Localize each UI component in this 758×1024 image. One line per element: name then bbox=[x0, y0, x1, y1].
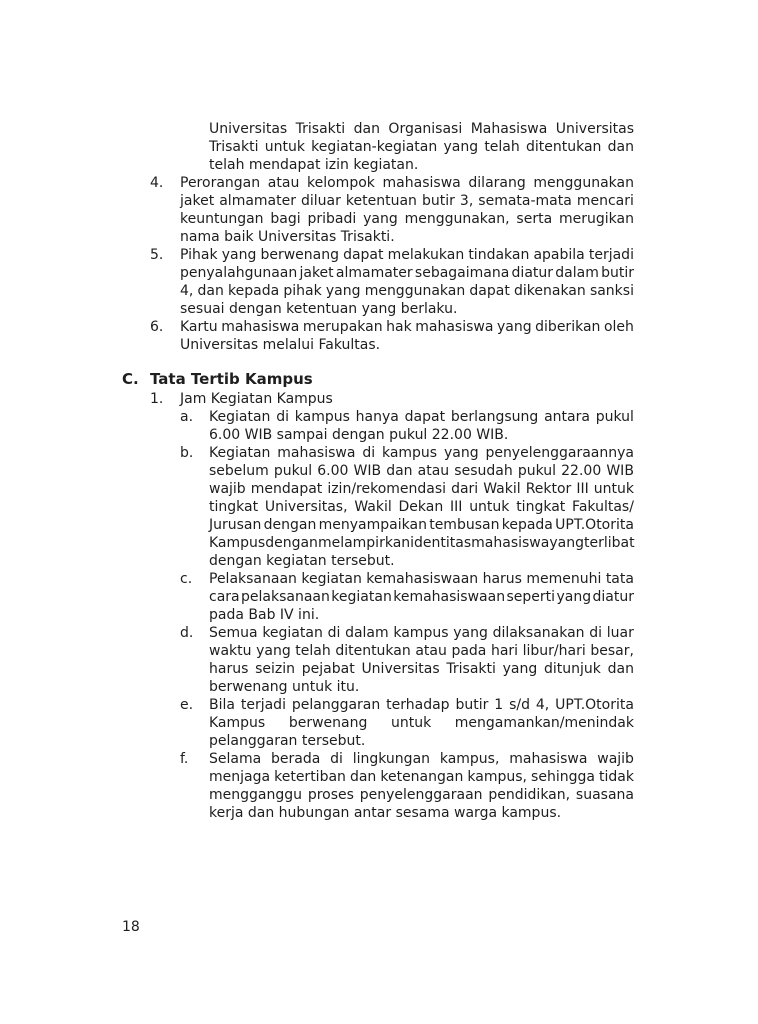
list-item-line: penyalahgunaan jaket almamater sebagaimana diatur dalam butir bbox=[180, 265, 634, 281]
list-item-line: Kampus berwenang untuk mengamankan/menindak bbox=[209, 715, 634, 731]
list-number: 5. bbox=[150, 247, 164, 263]
list-letter: c. bbox=[180, 571, 193, 587]
list-item-line: Jurusan dengan menyampaikan tembusan kepada UPT.Otorita bbox=[209, 517, 634, 533]
list-item-line: dengan kegiatan tersebut. bbox=[209, 553, 395, 569]
list-item-line: berwenang untuk itu. bbox=[209, 679, 360, 695]
list-item-line: Kegiatan mahasiswa di kampus yang penyelenggaraannya bbox=[209, 445, 634, 461]
section-letter: C. bbox=[122, 370, 139, 388]
list-item-line: Universitas melalui Fakultas. bbox=[180, 337, 381, 353]
list-item-line: menjaga ketertiban dan ketenangan kampus, sehingga tidak bbox=[209, 769, 634, 785]
list-item-line: kerja dan hubungan antar sesama warga kampus. bbox=[209, 805, 562, 821]
list-letter: b. bbox=[180, 445, 194, 461]
page-number: 18 bbox=[122, 919, 140, 935]
list-item-line: Perorangan atau kelompok mahasiswa dilarang menggunakan bbox=[180, 175, 634, 191]
list-item-line: sesuai dengan ketentuan yang berlaku. bbox=[180, 301, 458, 317]
list-item-line: Selama berada di lingkungan kampus, mahasiswa wajib bbox=[209, 751, 634, 767]
subsection-number: 1. bbox=[150, 391, 164, 407]
list-item-line: waktu yang telah ditentukan atau pada hari libur/hari besar, bbox=[209, 643, 634, 659]
list-item-line: jaket almamater diluar ketentuan butir 3, semata-mata mencari bbox=[180, 193, 634, 209]
list-item-line: Pihak yang berwenang dapat melakukan tindakan apabila terjadi bbox=[180, 247, 634, 263]
list-letter: a. bbox=[180, 409, 194, 425]
list-item-line: keuntungan bagi pribadi yang menggunakan, serta merugikan bbox=[180, 211, 634, 227]
paragraph-line: telah mendapat izin kegiatan. bbox=[209, 157, 419, 173]
list-item-line: Pelaksanaan kegiatan kemahasiswaan harus memenuhi tata bbox=[209, 571, 634, 587]
list-item-line: pelanggaran tersebut. bbox=[209, 733, 366, 749]
list-item-line: mengganggu proses penyelenggaraan pendidikan, suasana bbox=[209, 787, 634, 803]
list-item-line: cara pelaksanaan kegiatan kemahasiswaan seperti yang diatur bbox=[209, 589, 634, 605]
list-number: 4. bbox=[150, 175, 164, 191]
list-item-line: Kampus dengan melampirkan identitas mahasiswa yang terlibat bbox=[209, 535, 635, 551]
list-item-line: tingkat Universitas, Wakil Dekan III untuk tingkat Fakultas/ bbox=[209, 499, 634, 515]
paragraph-line: Trisakti untuk kegiatan-kegiatan yang telah ditentukan dan bbox=[209, 139, 634, 155]
list-letter: f. bbox=[180, 751, 189, 767]
list-item-line: nama baik Universitas Trisakti. bbox=[180, 229, 395, 245]
list-item-line: Bila terjadi pelanggaran terhadap butir 1 s/d 4, UPT.Otorita bbox=[209, 697, 634, 713]
paragraph-line: Universitas Trisakti dan Organisasi Mahasiswa Universitas bbox=[209, 121, 634, 137]
list-item-line: harus seizin pejabat Universitas Trisakti yang ditunjuk dan bbox=[209, 661, 634, 677]
list-letter: e. bbox=[180, 697, 194, 713]
subsection-title: Jam Kegiatan Kampus bbox=[180, 391, 333, 407]
list-letter: d. bbox=[180, 625, 194, 641]
list-item-line: Kartu mahasiswa merupakan hak mahasiswa yang diberikan oleh bbox=[180, 319, 634, 335]
list-item-line: wajib mendapat izin/rekomendasi dari Wakil Rektor III untuk bbox=[209, 481, 634, 497]
list-item-line: 4, dan kepada pihak yang menggunakan dapat dikenakan sanksi bbox=[180, 283, 634, 299]
list-item-line: pada Bab IV ini. bbox=[209, 607, 320, 623]
section-title: Tata Tertib Kampus bbox=[150, 370, 313, 388]
list-number: 6. bbox=[150, 319, 164, 335]
list-item-line: 6.00 WIB sampai dengan pukul 22.00 WIB. bbox=[209, 427, 509, 443]
list-item-line: sebelum pukul 6.00 WIB dan atau sesudah pukul 22.00 WIB bbox=[209, 463, 634, 479]
list-item-line: Kegiatan di kampus hanya dapat berlangsung antara pukul bbox=[209, 409, 634, 425]
list-item-line: Semua kegiatan di dalam kampus yang dilaksanakan di luar bbox=[209, 625, 634, 641]
